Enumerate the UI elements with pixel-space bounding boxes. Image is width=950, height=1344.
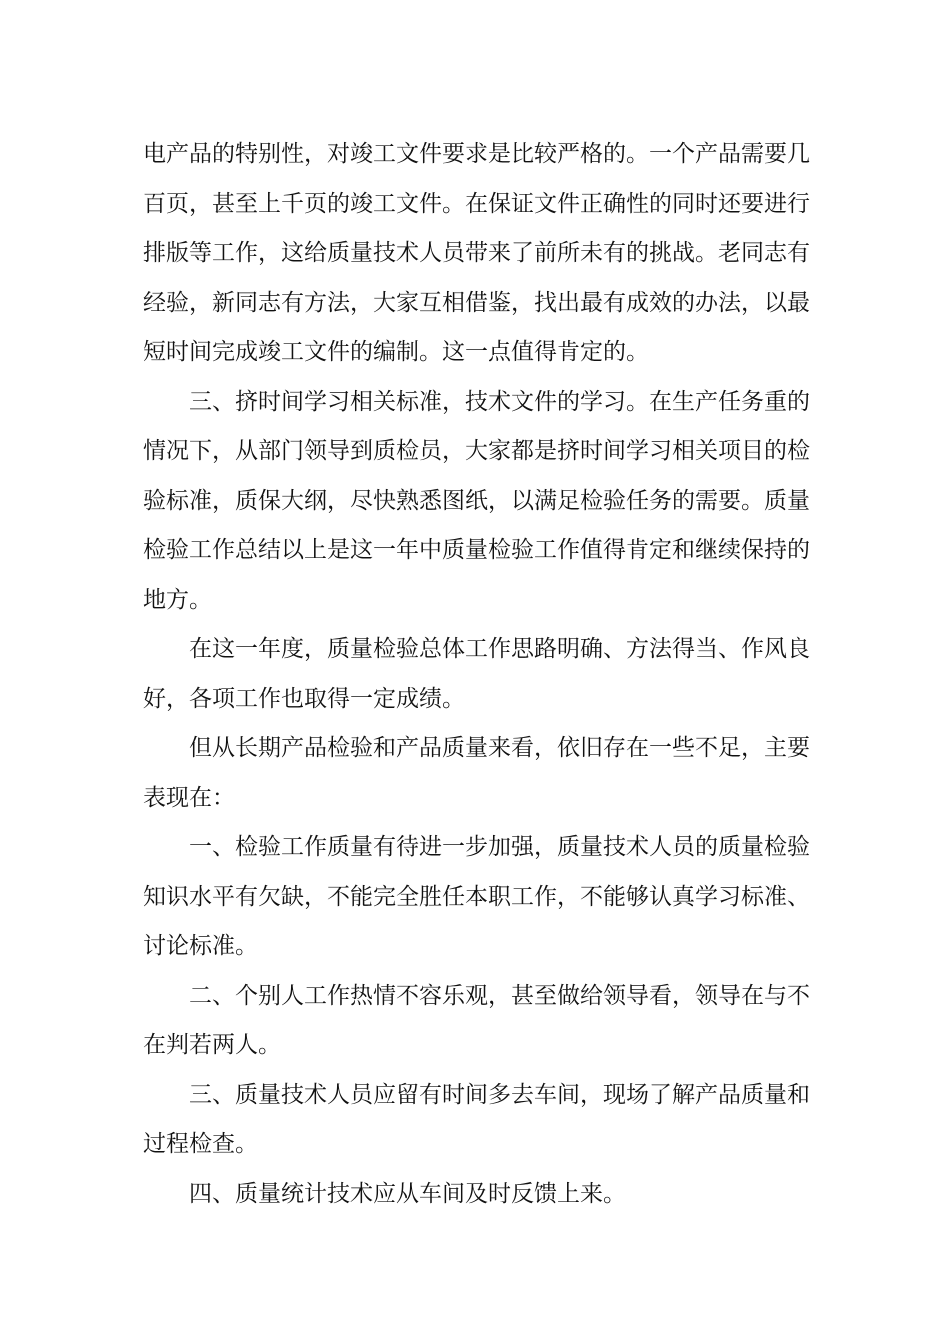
text-line: 三、质量技术人员应留有时间多去车间，现场了解产品质量和 — [189, 1081, 810, 1108]
body-text — [143, 130, 810, 1219]
text-line: 情况下，从部门领导到质检员，大家都是挤时间学习相关项目的检 — [143, 438, 810, 464]
paragraph-shortcoming-two — [143, 972, 810, 1071]
text-line: 电产品的特别性，对竣工文件要求是比较严格的。一个产品需要几 — [143, 141, 810, 167]
text-line: 表现在： — [143, 784, 235, 811]
text-line: 验标准，质保大纲，尽快熟悉图纸，以满足检验任务的需要。质量 — [143, 487, 810, 514]
text-line: 检验工作总结以上是这一年中质量检验工作值得肯定和继续保持的 — [143, 537, 810, 563]
text-line: 地方。 — [143, 586, 212, 613]
paragraph-shortcomings-intro — [143, 724, 810, 823]
text-line: 在这一年度，质量检验总体工作思路明确、方法得当、作风良 — [189, 636, 810, 662]
text-line: 三、挤时间学习相关标准，技术文件的学习。在生产任务重的 — [189, 388, 810, 415]
text-line: 但从长期产品检验和产品质量来看，依旧存在一些不足，主要 — [189, 735, 810, 761]
text-line: 好，各项工作也取得一定成绩。 — [143, 685, 465, 712]
paragraph-year-summary — [143, 625, 810, 724]
text-line: 短时间完成竣工文件的编制。这一点值得肯定的。 — [143, 339, 649, 365]
text-line: 经验，新同志有方法，大家互相借鉴，找出最有成效的办法，以最 — [143, 289, 810, 316]
text-line: 讨论标准。 — [143, 933, 258, 959]
paragraph-completion-documents — [143, 130, 810, 378]
paragraph-shortcoming-four — [143, 1170, 807, 1220]
text-line: 四、质量统计技术应从车间及时反馈上来。 — [189, 1180, 626, 1207]
text-line: 百页，甚至上千页的竣工文件。在保证文件正确性的同时还要进行 — [143, 190, 810, 217]
paragraph-shortcoming-three — [143, 1071, 810, 1170]
text-line: 过程检查。 — [143, 1131, 258, 1157]
text-line: 一、检验工作质量有待进一步加强，质量技术人员的质量检验 — [189, 834, 810, 860]
paragraph-point-three-study — [143, 378, 810, 626]
text-line: 知识水平有欠缺，不能完全胜任本职工作，不能够认真学习标准、 — [143, 883, 810, 910]
paragraph-shortcoming-one — [143, 823, 810, 972]
text-line: 排版等工作，这给质量技术人员带来了前所未有的挑战。老同志有 — [143, 240, 810, 266]
text-line: 在判若两人。 — [143, 1032, 281, 1058]
text-line: 二、个别人工作热情不容乐观，甚至做给领导看，领导在与不 — [189, 982, 810, 1009]
